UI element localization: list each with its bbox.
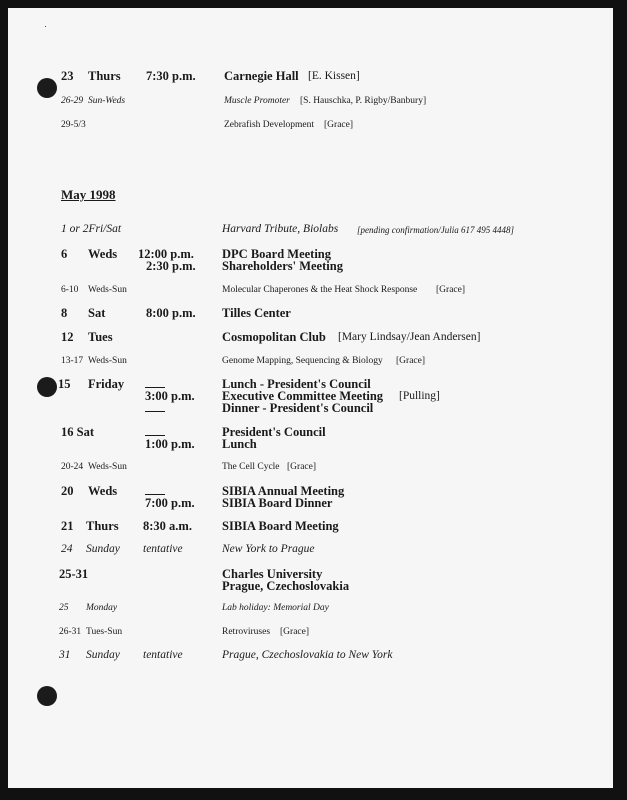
entry-note: [Grace]	[280, 627, 310, 637]
entry-event: Executive Committee Meeting	[222, 389, 384, 403]
entry-event: Lunch	[222, 437, 257, 451]
entry-weekday: Friday	[88, 377, 125, 391]
entry-day: 24	[61, 543, 73, 555]
entry-tentative: tentative	[143, 543, 183, 555]
entry-weekday: Sat	[88, 306, 106, 320]
entry-note: [Grace]	[324, 120, 354, 130]
entry-day: 29-5/3	[61, 120, 86, 130]
entry-day: 20-24	[61, 462, 84, 472]
speck	[45, 26, 46, 27]
entry-day: 31	[59, 649, 71, 661]
entry-note: [Grace]	[396, 356, 426, 366]
entry-event: SIBIA Board Dinner	[222, 496, 333, 510]
punch-hole	[37, 78, 57, 98]
entry-day: 26-31	[59, 627, 82, 637]
entry-time: 2:30 p.m.	[146, 259, 196, 273]
entry-event: Tilles Center	[222, 306, 291, 320]
entry-day: 12	[61, 330, 74, 344]
entry-event: Molecular Chaperones & the Heat Shock Response	[222, 285, 418, 295]
entry-event: Muscle Promoter	[224, 96, 290, 106]
entry-day: 13-17	[61, 356, 84, 366]
entry-day: 20	[61, 484, 74, 498]
time-blank	[145, 411, 165, 412]
entry-day: 25-31	[59, 567, 89, 581]
entry-weekday: Weds	[88, 484, 118, 498]
entry-time: 1:00 p.m.	[145, 437, 195, 451]
entry-day: 26-29	[61, 96, 84, 106]
entry-day: 21	[61, 519, 74, 533]
time-blank	[145, 435, 165, 436]
entry-note: [E. Kissen]	[308, 70, 360, 82]
entry-event: Cosmopolitan Club	[222, 330, 326, 344]
entry-time: 7:00 p.m.	[145, 496, 195, 510]
entry-event: Lab holiday: Memorial Day	[222, 603, 329, 613]
entry-day: 23	[61, 69, 74, 83]
entry-weekday: Sunday	[86, 543, 120, 555]
punch-hole	[37, 377, 57, 397]
entry-weekday: Thurs	[86, 519, 119, 533]
entry-event: SIBIA Board Meeting	[222, 519, 339, 533]
entry-weekday: Sunday	[86, 649, 120, 661]
entry-time: 3:00 p.m.	[145, 389, 195, 403]
entry-event: Prague, Czechoslovakia	[222, 579, 350, 593]
entry-weekday: Thurs	[88, 69, 121, 83]
entry-day: 6	[61, 247, 68, 261]
entry-day: 8	[61, 306, 68, 320]
entry-day: 6-10	[61, 285, 79, 295]
entry-weekday: Weds-Sun	[88, 285, 127, 295]
entry-event: Genome Mapping, Sequencing & Biology	[222, 356, 383, 366]
entry-note: [Mary Lindsay/Jean Andersen]	[338, 331, 481, 343]
entry-day: 16 Sat	[61, 425, 94, 439]
entry-weekday: Monday	[86, 603, 118, 613]
punch-hole	[37, 686, 57, 706]
entry-note: [Grace]	[436, 285, 466, 295]
entry-event: Carnegie Hall	[224, 69, 299, 83]
entry-weekday: Weds-Sun	[88, 356, 127, 366]
entry-event: President's Council	[222, 425, 326, 439]
entry-event: Shareholders' Meeting	[222, 259, 343, 273]
entry-weekday: Sun-Weds	[88, 96, 126, 106]
entry-event: The Cell Cycle	[222, 462, 280, 472]
entry-tentative: tentative	[143, 649, 183, 661]
entry-event: Retroviruses	[222, 627, 271, 637]
time-blank	[145, 387, 165, 388]
entry-event: DPC Board Meeting	[222, 247, 332, 261]
entry-time: 7:30 p.m.	[146, 69, 196, 83]
entry-day: 1 or 2Fri/Sat	[61, 223, 122, 235]
entry-note: [Pulling]	[399, 390, 440, 402]
entry-event: Zebrafish Development	[224, 120, 314, 130]
entry-event: Charles University	[222, 567, 323, 581]
entry-weekday: Tues-Sun	[86, 627, 123, 637]
entry-time: 12:00 p.m.	[138, 247, 194, 261]
entry-day: 25	[59, 603, 69, 613]
entry-weekday: Weds-Sun	[88, 462, 127, 472]
entry-note: [Grace]	[287, 462, 317, 472]
entry-event: Prague, Czechoslovakia to New York	[222, 649, 393, 661]
time-blank	[145, 494, 165, 495]
entry-note: [pending confirmation/Julia 617 495 4448]	[357, 225, 514, 235]
month-heading: May 1998	[61, 187, 116, 202]
entry-event: Harvard Tribute, Biolabs	[222, 223, 339, 235]
entry-event: New York to Prague	[222, 543, 315, 555]
entry-weekday: Tues	[88, 330, 113, 344]
entry-day: 15	[58, 377, 71, 391]
entry-weekday: Weds	[88, 247, 118, 261]
entry-time: 8:30 a.m.	[143, 519, 192, 533]
entry-time: 8:00 p.m.	[146, 306, 196, 320]
entry-event: SIBIA Annual Meeting	[222, 484, 345, 498]
entry-note: [S. Hauschka, P. Rigby/Banbury]	[300, 96, 427, 106]
entry-event: Lunch - President's Council	[222, 377, 371, 391]
entry-event: Dinner - President's Council	[222, 401, 374, 415]
